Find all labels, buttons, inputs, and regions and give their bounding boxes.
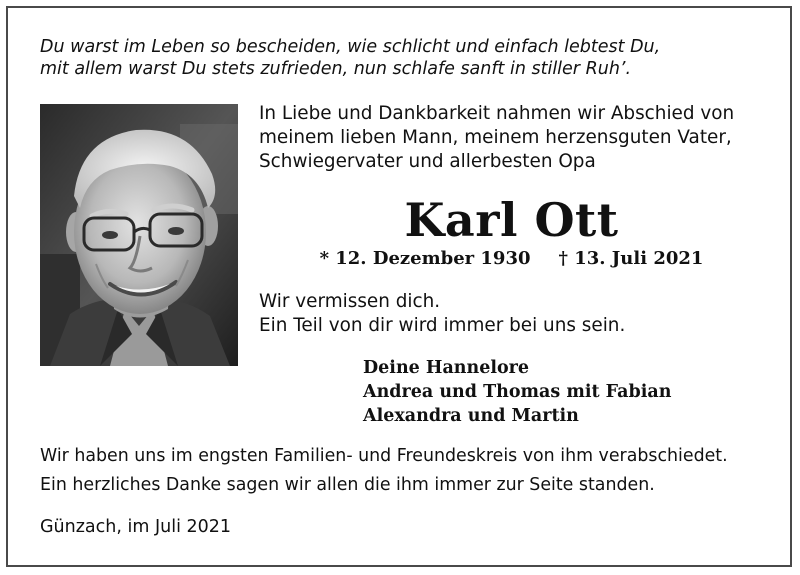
- remembrance-message: [259, 290, 764, 338]
- mourners-list: [363, 356, 763, 428]
- portrait-photo-icon: [40, 104, 238, 366]
- mourner-name: Deine Hannelore: [363, 358, 530, 378]
- intro-line: In Liebe und Dankbarkeit nahmen wir Abschied von: [259, 103, 735, 124]
- closing-line: Ein herzliches Danke sagen wir allen die ihm immer zur Seite standen.: [40, 475, 655, 495]
- place-and-date: Günzach, im Juli 2021: [40, 517, 232, 537]
- closing-line: Wir haben uns im engsten Familien- und Freundeskreis von ihm verabschiedet.: [40, 446, 728, 466]
- birth-date: * 12. Dezember 1930: [319, 248, 531, 269]
- intro-line: meinem lieben Mann, meinem herzensguten Vater,: [259, 127, 732, 148]
- life-dates: [259, 247, 764, 271]
- quote-line: Du warst im Leben so bescheiden, wie schlicht und einfach lebtest Du,: [40, 37, 661, 57]
- message-line: Wir vermissen dich.: [259, 291, 441, 312]
- farewell-intro: [259, 102, 764, 174]
- intro-line: Schwiegervater und allerbesten Opa: [259, 151, 596, 172]
- deceased-name: Karl Ott: [404, 193, 619, 247]
- quote-line: mit allem warst Du stets zufrieden, nun schlafe sanft in stiller Ruh’.: [40, 59, 632, 79]
- closing-text: [40, 442, 770, 500]
- message-line: Ein Teil von dir wird immer bei uns sein.: [259, 315, 626, 336]
- memorial-quote: [40, 36, 770, 80]
- mourner-name: Alexandra und Martin: [363, 406, 579, 426]
- mourner-name: Andrea und Thomas mit Fabian: [363, 382, 672, 402]
- death-date: † 13. Juli 2021: [558, 248, 704, 269]
- portrait-illustration: [40, 104, 238, 366]
